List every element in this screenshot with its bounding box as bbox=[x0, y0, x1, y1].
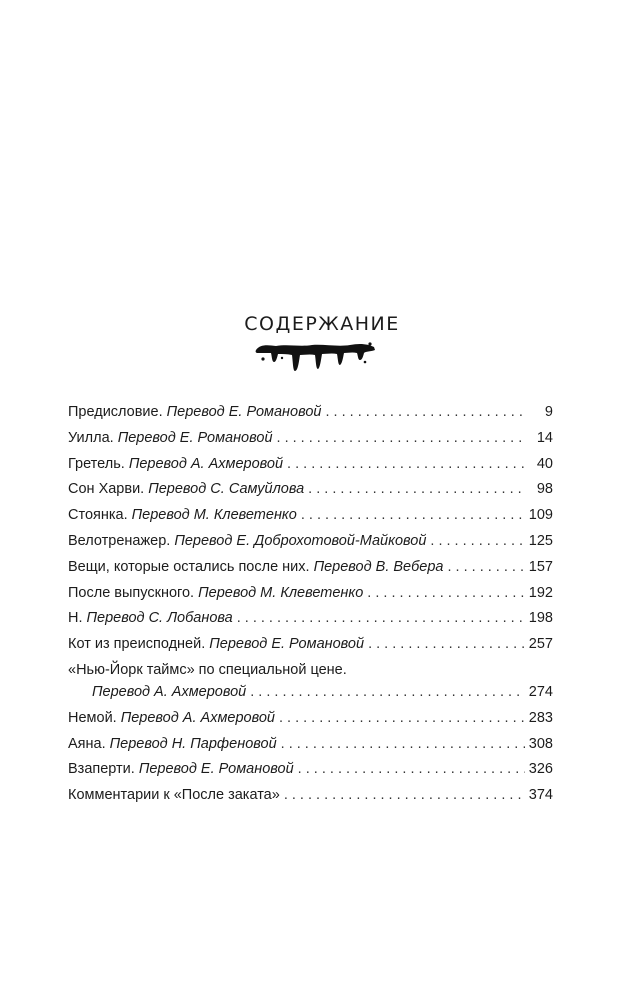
entry-title: Стоянка. bbox=[68, 507, 128, 524]
entry-translator: Перевод С. Самуйлова bbox=[148, 481, 305, 498]
table-of-contents bbox=[68, 404, 553, 813]
entry-title: Аяна. bbox=[68, 735, 106, 752]
toc-entry[interactable] bbox=[68, 736, 553, 762]
toc-entry[interactable] bbox=[68, 662, 553, 684]
entry-translator: Перевод Е. Романовой bbox=[138, 761, 294, 778]
entry-page: 326 bbox=[528, 761, 553, 778]
dot-leader bbox=[325, 404, 525, 420]
entry-page: 40 bbox=[536, 455, 553, 472]
dot-leader bbox=[367, 585, 525, 601]
dot-leader bbox=[281, 736, 525, 752]
dot-leader bbox=[237, 610, 525, 626]
entry-translator: Перевод Е. Романовой bbox=[117, 429, 273, 446]
dot-leader bbox=[301, 507, 525, 523]
ink-drip-icon bbox=[254, 338, 376, 372]
entry-page: 14 bbox=[536, 429, 553, 446]
entry-title: После выпускного. bbox=[68, 584, 195, 601]
dot-leader bbox=[447, 559, 524, 575]
entry-title: «Нью-Йорк таймс» по специальной цене. bbox=[68, 661, 347, 678]
entry-translator: Перевод А. Ахмеровой bbox=[120, 709, 275, 726]
entry-title: Комментарии к «После заката» bbox=[68, 787, 280, 804]
entry-title: Уилла. bbox=[68, 429, 114, 446]
entry-translator: Перевод Н. Парфеновой bbox=[109, 735, 277, 752]
dot-leader bbox=[287, 456, 525, 472]
entry-title: Велотренажер. bbox=[68, 532, 171, 549]
entry-page: 283 bbox=[528, 709, 553, 726]
toc-entry[interactable] bbox=[68, 761, 553, 787]
toc-entry[interactable] bbox=[68, 559, 553, 585]
entry-title: Кот из преисподней. bbox=[68, 636, 206, 653]
toc-entry[interactable] bbox=[68, 404, 553, 430]
dot-leader bbox=[430, 533, 524, 549]
entry-page: 109 bbox=[528, 507, 553, 524]
toc-entry-continuation[interactable] bbox=[68, 684, 553, 710]
toc-entry[interactable] bbox=[68, 787, 553, 813]
entry-translator: Перевод А. Ахмеровой bbox=[92, 683, 247, 700]
toc-entry[interactable] bbox=[68, 507, 553, 533]
entry-page: 308 bbox=[528, 735, 553, 752]
dot-leader bbox=[308, 481, 525, 497]
page-title: СОДЕРЖАНИЕ bbox=[244, 313, 400, 335]
dot-leader bbox=[279, 710, 525, 726]
dot-leader bbox=[368, 636, 525, 652]
entry-page: 274 bbox=[528, 683, 553, 700]
toc-entry[interactable] bbox=[68, 456, 553, 482]
entry-title: Н. bbox=[68, 610, 83, 627]
entry-translator: Перевод В. Вебера bbox=[313, 558, 444, 575]
entry-title: Вещи, которые остались после них. bbox=[68, 558, 310, 575]
entry-translator: Перевод С. Лобанова bbox=[86, 610, 233, 627]
entry-title: Сон Харви. bbox=[68, 481, 145, 498]
entry-page: 125 bbox=[528, 532, 553, 549]
dot-leader bbox=[250, 684, 525, 700]
entry-translator: Перевод Е. Доброхотовой-Майковой bbox=[174, 532, 427, 549]
toc-entry[interactable] bbox=[68, 585, 553, 611]
entry-page: 157 bbox=[528, 558, 553, 575]
entry-page: 257 bbox=[528, 636, 553, 653]
toc-entry[interactable] bbox=[68, 481, 553, 507]
entry-title: Гретель. bbox=[68, 455, 125, 472]
entry-title: Предисловие. bbox=[68, 404, 163, 420]
toc-entry[interactable] bbox=[68, 430, 553, 456]
entry-page: 198 bbox=[528, 610, 553, 627]
entry-translator: Перевод А. Ахмеровой bbox=[128, 455, 284, 472]
dot-leader bbox=[277, 430, 525, 446]
dot-leader bbox=[298, 761, 525, 777]
toc-entry[interactable] bbox=[68, 636, 553, 662]
toc-entry[interactable] bbox=[68, 710, 553, 736]
entry-title: Немой. bbox=[68, 709, 117, 726]
entry-translator: Перевод М. Клеветенко bbox=[198, 584, 364, 601]
entry-page: 9 bbox=[544, 404, 553, 420]
entry-title: Взаперти. bbox=[68, 761, 135, 778]
entry-translator: Перевод М. Клеветенко bbox=[131, 507, 297, 524]
entry-translator: Перевод Е. Романовой bbox=[166, 404, 322, 420]
toc-entry[interactable] bbox=[68, 533, 553, 559]
entry-translator: Перевод Е. Романовой bbox=[209, 636, 365, 653]
entry-page: 192 bbox=[528, 584, 553, 601]
toc-entry[interactable] bbox=[68, 610, 553, 636]
dot-leader bbox=[284, 787, 525, 803]
entry-page: 98 bbox=[536, 481, 553, 498]
entry-page: 374 bbox=[528, 787, 553, 804]
